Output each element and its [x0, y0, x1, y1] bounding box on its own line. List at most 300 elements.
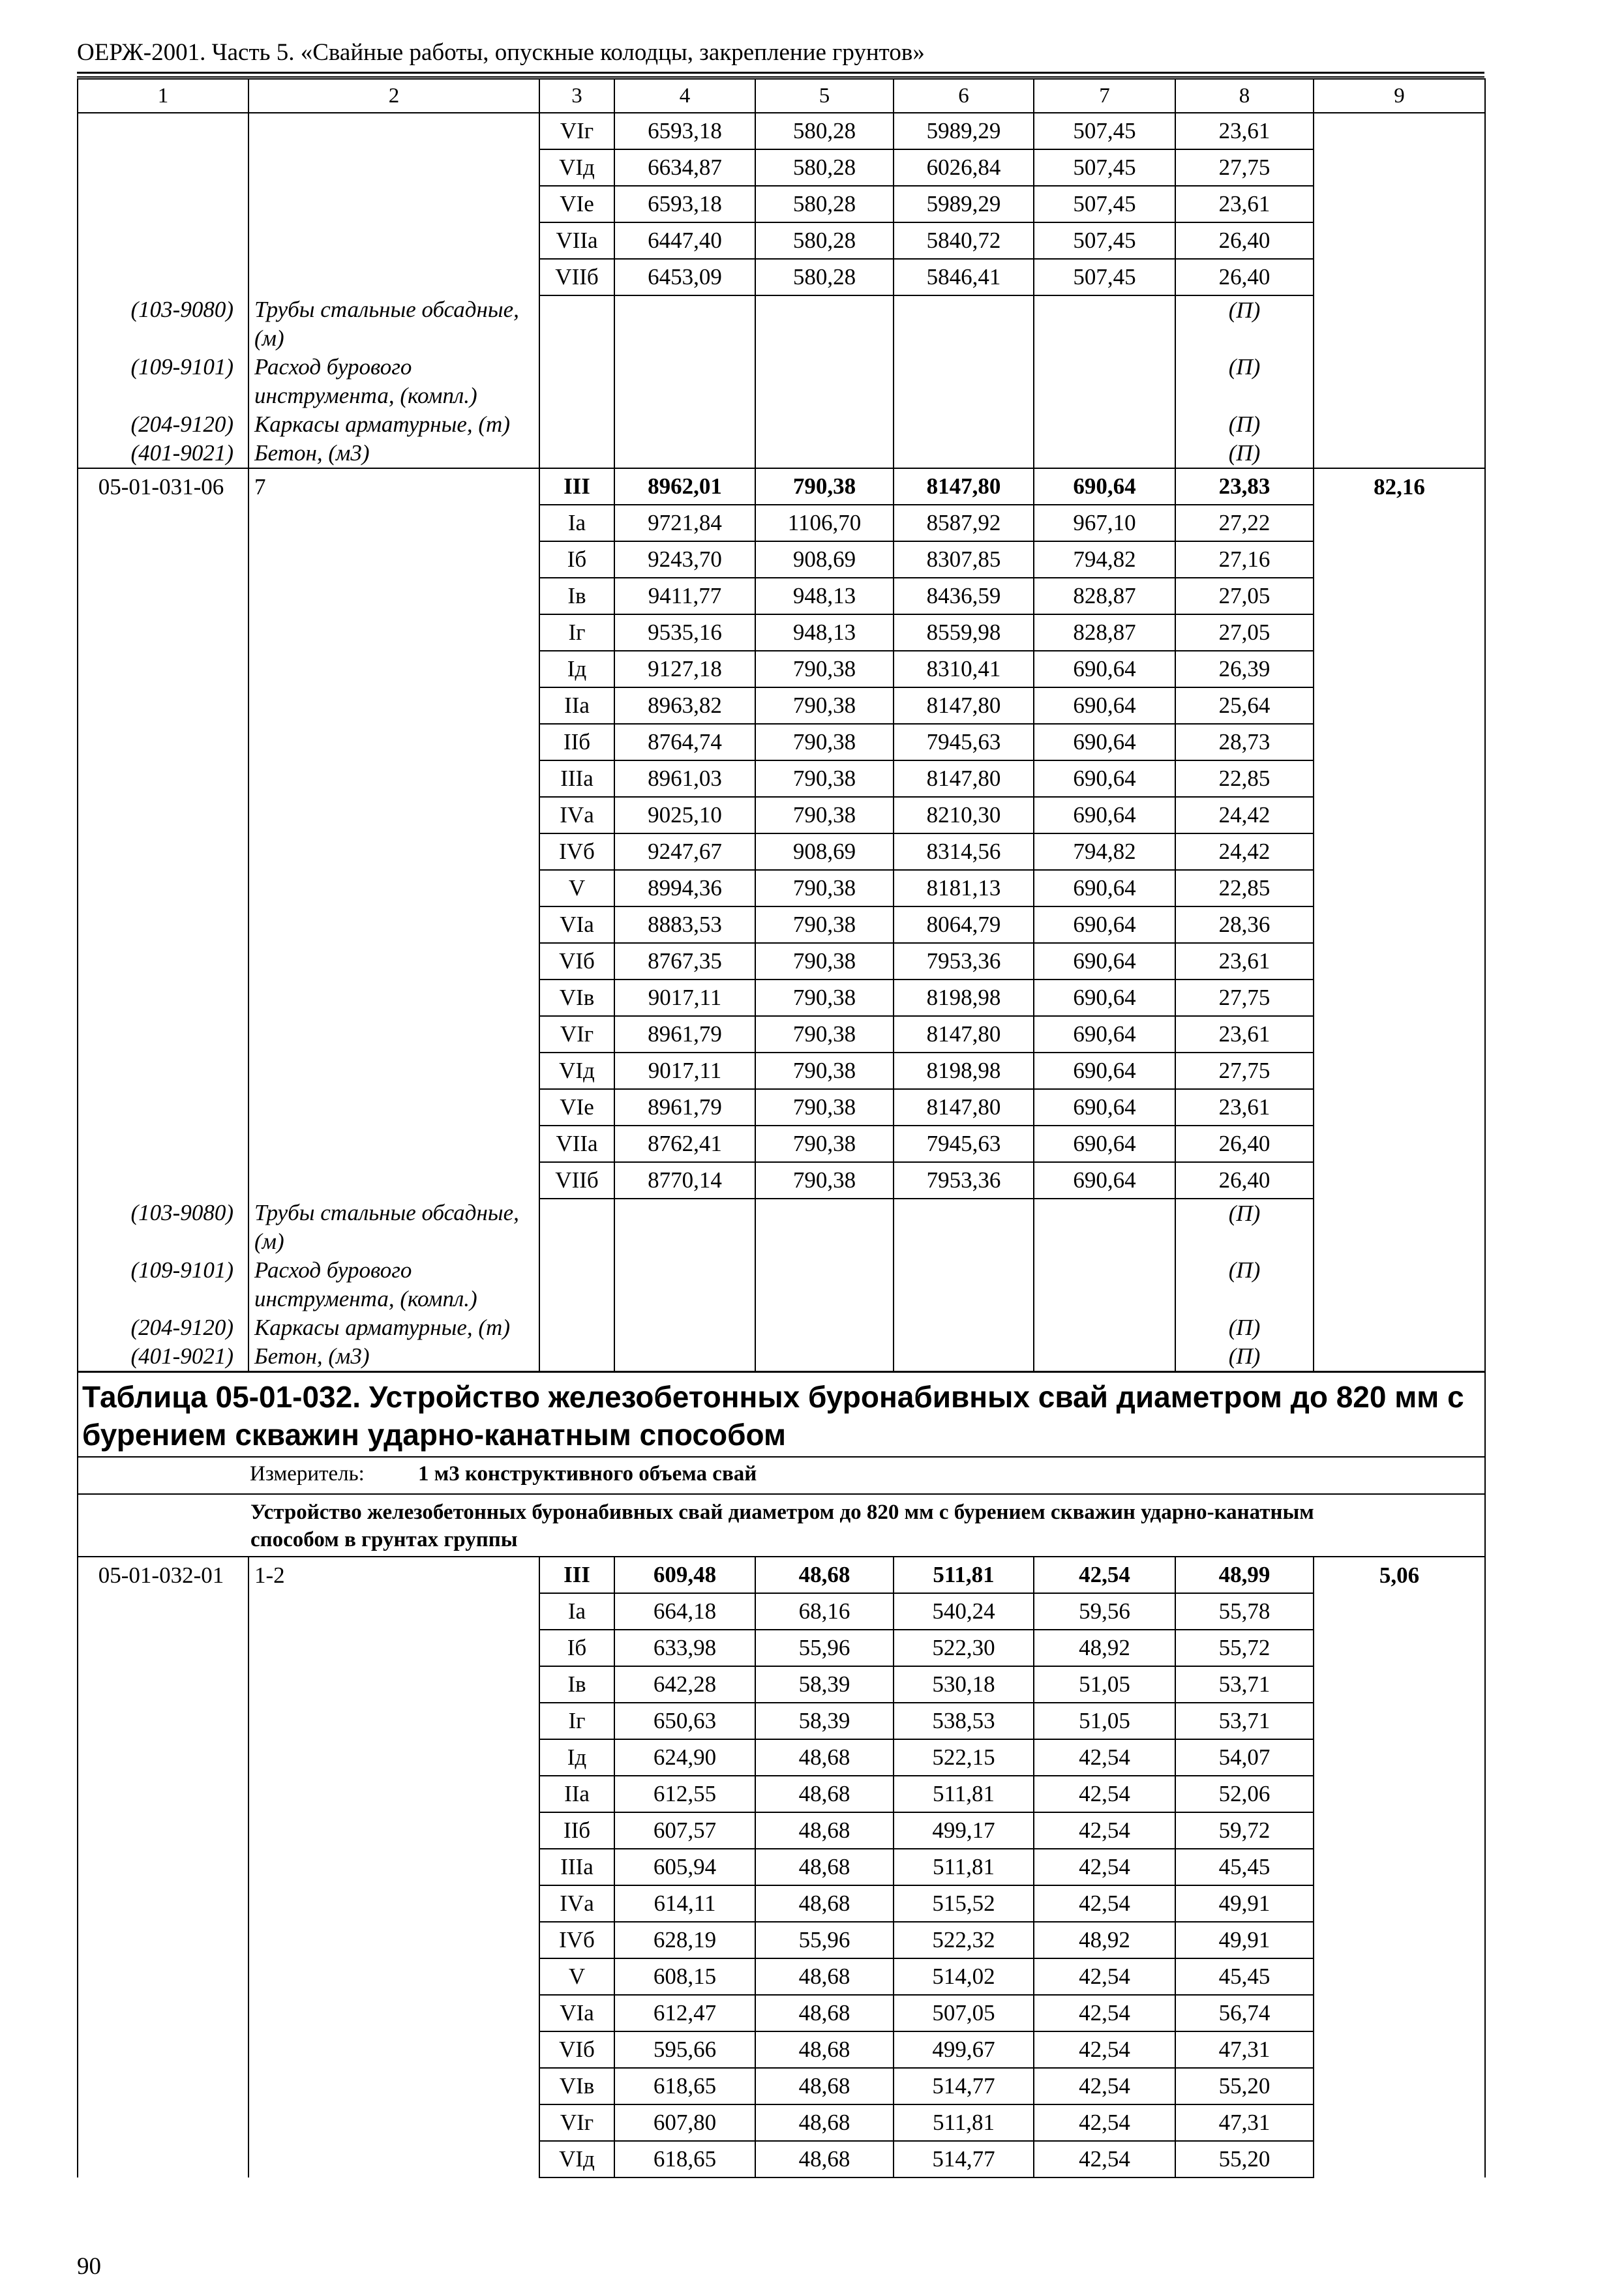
value-cell: 42,54	[1034, 2031, 1175, 2068]
total-cell	[1314, 614, 1485, 651]
rate-code	[78, 870, 248, 906]
rate-code	[78, 1666, 248, 1703]
table-row	[78, 1849, 1485, 1885]
empty-cell	[894, 1256, 1034, 1313]
empty-cell	[614, 410, 755, 439]
value-cell: 790,38	[755, 1126, 894, 1162]
empty-cell	[894, 410, 1034, 439]
soil-group	[248, 833, 539, 870]
rate-code	[78, 2141, 248, 2177]
empty-cell	[1314, 1313, 1485, 1342]
value-cell: 948,13	[755, 614, 894, 651]
value-cell: 948,13	[755, 578, 894, 614]
soil-group	[248, 724, 539, 760]
empty-cell	[1314, 439, 1485, 468]
table-row	[78, 1922, 1485, 1958]
value-cell: 605,94	[614, 1849, 755, 1885]
value-cell: 25,64	[1175, 687, 1314, 724]
total-cell	[1314, 1812, 1485, 1849]
value-cell: 58,39	[755, 1703, 894, 1739]
value-cell: 26,40	[1175, 1162, 1314, 1199]
value-cell: 53,71	[1175, 1703, 1314, 1739]
table-row	[78, 2068, 1485, 2104]
rates-table-wrapper	[77, 78, 1484, 2178]
value-cell: 530,18	[894, 1666, 1034, 1703]
total-cell	[1314, 943, 1485, 980]
total-cell	[1314, 1593, 1485, 1630]
value-cell: 967,10	[1034, 505, 1175, 541]
region-index: VIа	[539, 1995, 614, 2031]
table-row	[78, 1557, 1485, 1593]
value-cell: 690,64	[1034, 651, 1175, 687]
value-cell: 23,61	[1175, 1089, 1314, 1126]
empty-cell	[1314, 353, 1485, 410]
value-cell: 790,38	[755, 651, 894, 687]
rate-code	[78, 614, 248, 651]
rate-code	[78, 259, 248, 295]
region-index: Iа	[539, 1593, 614, 1630]
value-cell: 55,20	[1175, 2141, 1314, 2177]
soil-group	[248, 1739, 539, 1776]
value-cell: 6593,18	[614, 186, 755, 222]
value-cell: 690,64	[1034, 1016, 1175, 1053]
value-cell: 42,54	[1034, 1995, 1175, 2031]
soil-group: 1-2	[248, 1557, 539, 1593]
region-index: Iб	[539, 1630, 614, 1666]
resource-name: Бетон, (м3)	[248, 1342, 539, 1372]
rate-code	[78, 1995, 248, 2031]
soil-group	[248, 980, 539, 1016]
resource-mark: (П)	[1175, 1256, 1314, 1313]
value-cell: 28,73	[1175, 724, 1314, 760]
soil-group	[248, 1849, 539, 1885]
table-row	[78, 1630, 1485, 1666]
empty-cell	[614, 1256, 755, 1313]
value-cell: 507,45	[1034, 259, 1175, 295]
total-cell	[1314, 1739, 1485, 1776]
value-cell: 8962,01	[614, 468, 755, 505]
resource-mark: (П)	[1175, 1313, 1314, 1342]
rate-code	[78, 149, 248, 186]
value-cell: 42,54	[1034, 1849, 1175, 1885]
column-number: 7	[1034, 79, 1175, 113]
table-row	[78, 1016, 1485, 1053]
value-cell: 790,38	[755, 943, 894, 980]
value-cell: 8147,80	[894, 1016, 1034, 1053]
value-cell: 8961,79	[614, 1089, 755, 1126]
resource-mark: (П)	[1175, 410, 1314, 439]
resource-code: (109-9101)	[78, 353, 248, 410]
soil-group	[248, 1089, 539, 1126]
total-cell	[1314, 2104, 1485, 2141]
total-cell	[1314, 870, 1485, 906]
value-cell: 511,81	[894, 2104, 1034, 2141]
soil-group	[248, 687, 539, 724]
empty-cell	[755, 295, 894, 353]
value-cell: 56,74	[1175, 1995, 1314, 2031]
value-cell: 48,68	[755, 1776, 894, 1812]
soil-group	[248, 541, 539, 578]
value-cell: 8147,80	[894, 760, 1034, 797]
soil-group	[248, 760, 539, 797]
table-row	[78, 2031, 1485, 2068]
value-cell: 7953,36	[894, 1162, 1034, 1199]
value-cell: 624,90	[614, 1739, 755, 1776]
value-cell: 48,68	[755, 2031, 894, 2068]
empty-cell	[614, 1313, 755, 1342]
value-cell: 790,38	[755, 980, 894, 1016]
value-cell: 690,64	[1034, 1089, 1175, 1126]
value-cell: 9243,70	[614, 541, 755, 578]
region-index: Iг	[539, 1703, 614, 1739]
total-cell	[1314, 541, 1485, 578]
region-index: VIб	[539, 943, 614, 980]
value-cell: 48,68	[755, 1849, 894, 1885]
value-cell: 47,31	[1175, 2031, 1314, 2068]
table-row	[78, 651, 1485, 687]
total-cell	[1314, 833, 1485, 870]
total-cell	[1314, 1126, 1485, 1162]
empty-cell	[539, 1256, 614, 1313]
region-index: VIг	[539, 2104, 614, 2141]
value-cell: 9017,11	[614, 980, 755, 1016]
value-cell: 48,68	[755, 2141, 894, 2177]
empty-cell	[1034, 1342, 1175, 1372]
subheading-row	[78, 1494, 1485, 1557]
value-cell: 48,68	[755, 2068, 894, 2104]
region-index: Iд	[539, 1739, 614, 1776]
column-number: 1	[78, 79, 248, 113]
empty-cell	[1314, 410, 1485, 439]
value-cell: 580,28	[755, 113, 894, 149]
value-cell: 511,81	[894, 1776, 1034, 1812]
value-cell: 24,42	[1175, 797, 1314, 833]
value-cell: 790,38	[755, 760, 894, 797]
empty-cell	[539, 410, 614, 439]
value-cell: 42,54	[1034, 1776, 1175, 1812]
value-cell: 9017,11	[614, 1053, 755, 1089]
total-cell	[1314, 1666, 1485, 1703]
resource-mark: (П)	[1175, 295, 1314, 353]
value-cell: 23,83	[1175, 468, 1314, 505]
value-cell: 24,42	[1175, 833, 1314, 870]
value-cell: 595,66	[614, 2031, 755, 2068]
rate-code	[78, 1885, 248, 1922]
value-cell: 48,68	[755, 1739, 894, 1776]
soil-group	[248, 2141, 539, 2177]
page-number: 90	[77, 2253, 101, 2280]
resource-code: (204-9120)	[78, 410, 248, 439]
table-row	[78, 2104, 1485, 2141]
soil-group	[248, 651, 539, 687]
soil-group	[248, 1922, 539, 1958]
region-index: Iб	[539, 541, 614, 578]
value-cell: 27,75	[1175, 980, 1314, 1016]
value-cell: 690,64	[1034, 870, 1175, 906]
region-index: Iд	[539, 651, 614, 687]
soil-group	[248, 1776, 539, 1812]
value-cell: 7945,63	[894, 724, 1034, 760]
empty-cell	[1034, 353, 1175, 410]
value-cell: 6026,84	[894, 149, 1034, 186]
table-row	[78, 870, 1485, 906]
value-cell: 499,67	[894, 2031, 1034, 2068]
value-cell: 48,68	[755, 1995, 894, 2031]
rate-code	[78, 2031, 248, 2068]
region-index: Iг	[539, 614, 614, 651]
value-cell: 538,53	[894, 1703, 1034, 1739]
resource-name: Трубы стальные обсадные, (м)	[248, 1199, 539, 1256]
value-cell: 48,92	[1034, 1630, 1175, 1666]
value-cell: 580,28	[755, 186, 894, 222]
value-cell: 642,28	[614, 1666, 755, 1703]
resource-row	[78, 1199, 1485, 1256]
column-number: 9	[1314, 79, 1485, 113]
value-cell: 8883,53	[614, 906, 755, 943]
value-cell: 612,55	[614, 1776, 755, 1812]
table-title: Таблица 05-01-032. Устройство железобетонных буронабивных свай диаметром до 820 мм с бурением скважин ударно-канатным способом	[78, 1372, 1485, 1458]
value-cell: 790,38	[755, 468, 894, 505]
value-cell: 608,15	[614, 1958, 755, 1995]
resource-mark: (П)	[1175, 353, 1314, 410]
rate-code	[78, 760, 248, 797]
value-cell: 522,30	[894, 1630, 1034, 1666]
value-cell: 26,40	[1175, 222, 1314, 259]
page-header: ОЕРЖ-2001. Часть 5. «Свайные работы, опускные колодцы, закрепление грунтов»	[77, 39, 925, 66]
soil-group	[248, 614, 539, 651]
total-cell	[1314, 1776, 1485, 1812]
value-cell: 27,75	[1175, 1053, 1314, 1089]
value-cell: 790,38	[755, 797, 894, 833]
value-cell: 49,91	[1175, 1885, 1314, 1922]
value-cell: 514,77	[894, 2141, 1034, 2177]
value-cell: 54,07	[1175, 1739, 1314, 1776]
column-number: 5	[755, 79, 894, 113]
region-index: VIе	[539, 186, 614, 222]
rate-code	[78, 724, 248, 760]
total-cell	[1314, 760, 1485, 797]
soil-group	[248, 797, 539, 833]
rate-code	[78, 980, 248, 1016]
value-cell: 9411,77	[614, 578, 755, 614]
value-cell: 8961,79	[614, 1016, 755, 1053]
column-number: 2	[248, 79, 539, 113]
header-rule-thin	[77, 76, 1484, 78]
soil-group	[248, 1126, 539, 1162]
resource-row	[78, 353, 1485, 410]
meter-row	[78, 1457, 1485, 1494]
empty-cell	[894, 1313, 1034, 1342]
region-index: IVа	[539, 1885, 614, 1922]
value-cell: 8210,30	[894, 797, 1034, 833]
soil-group	[248, 2068, 539, 2104]
value-cell: 511,81	[894, 1557, 1034, 1593]
value-cell: 5840,72	[894, 222, 1034, 259]
total-cell	[1314, 1089, 1485, 1126]
empty-cell	[1314, 295, 1485, 353]
value-cell: 828,87	[1034, 614, 1175, 651]
table-title-row	[78, 1372, 1485, 1458]
resource-mark: (П)	[1175, 1342, 1314, 1372]
value-cell: 42,54	[1034, 2104, 1175, 2141]
total-cell	[1314, 1630, 1485, 1666]
total-cell	[1314, 1995, 1485, 2031]
soil-group	[248, 1162, 539, 1199]
region-index: IIIа	[539, 1849, 614, 1885]
empty-cell	[614, 1342, 755, 1372]
value-cell: 633,98	[614, 1630, 755, 1666]
value-cell: 8181,13	[894, 870, 1034, 906]
total-cell	[1314, 2141, 1485, 2177]
value-cell: 45,45	[1175, 1849, 1314, 1885]
region-index: VIд	[539, 149, 614, 186]
total-cell	[1314, 1885, 1485, 1922]
value-cell: 507,05	[894, 1995, 1034, 2031]
soil-group	[248, 943, 539, 980]
region-index: VIв	[539, 2068, 614, 2104]
value-cell: 52,06	[1175, 1776, 1314, 1812]
value-cell: 8307,85	[894, 541, 1034, 578]
total-cell	[1314, 113, 1485, 149]
value-cell: 51,05	[1034, 1666, 1175, 1703]
empty-cell	[1314, 1199, 1485, 1256]
table-row	[78, 687, 1485, 724]
value-cell: 580,28	[755, 259, 894, 295]
total-cell	[1314, 222, 1485, 259]
table-row	[78, 468, 1485, 505]
empty-cell	[1314, 1256, 1485, 1313]
value-cell: 5846,41	[894, 259, 1034, 295]
value-cell: 48,68	[755, 1885, 894, 1922]
value-cell: 42,54	[1034, 1557, 1175, 1593]
region-index: VIг	[539, 1016, 614, 1053]
value-cell: 790,38	[755, 687, 894, 724]
empty-cell	[755, 1199, 894, 1256]
rate-code: 05-01-032-01	[78, 1557, 248, 1593]
empty-cell	[614, 1199, 755, 1256]
total-cell	[1314, 687, 1485, 724]
region-index: IIб	[539, 1812, 614, 1849]
table-row	[78, 943, 1485, 980]
value-cell: 522,32	[894, 1922, 1034, 1958]
value-cell: 23,61	[1175, 186, 1314, 222]
table-row	[78, 1739, 1485, 1776]
value-cell: 790,38	[755, 724, 894, 760]
resource-row	[78, 1313, 1485, 1342]
rate-code	[78, 1126, 248, 1162]
table-row	[78, 541, 1485, 578]
value-cell: 614,11	[614, 1885, 755, 1922]
value-cell: 42,54	[1034, 1885, 1175, 1922]
value-cell: 690,64	[1034, 760, 1175, 797]
empty-cell	[755, 1313, 894, 1342]
region-index: III	[539, 468, 614, 505]
rate-code	[78, 906, 248, 943]
table-row	[78, 1703, 1485, 1739]
soil-group	[248, 1885, 539, 1922]
soil-group	[248, 2031, 539, 2068]
region-index: IIб	[539, 724, 614, 760]
empty-cell	[894, 1342, 1034, 1372]
value-cell: 48,92	[1034, 1922, 1175, 1958]
empty-cell	[755, 410, 894, 439]
value-cell: 507,45	[1034, 149, 1175, 186]
table-row	[78, 2141, 1485, 2177]
value-cell: 650,63	[614, 1703, 755, 1739]
value-cell: 9025,10	[614, 797, 755, 833]
empty-cell	[755, 353, 894, 410]
table-row	[78, 1053, 1485, 1089]
soil-group	[248, 1593, 539, 1630]
resource-name: Каркасы арматурные, (т)	[248, 1313, 539, 1342]
resource-code: (401-9021)	[78, 1342, 248, 1372]
value-cell: 23,61	[1175, 113, 1314, 149]
soil-group	[248, 113, 539, 149]
value-cell: 6634,87	[614, 149, 755, 186]
value-cell: 42,54	[1034, 2068, 1175, 2104]
value-cell: 507,45	[1034, 113, 1175, 149]
resource-row	[78, 439, 1485, 468]
table-row	[78, 1666, 1485, 1703]
table-row	[78, 1776, 1485, 1812]
value-cell: 55,20	[1175, 2068, 1314, 2104]
total-cell	[1314, 1016, 1485, 1053]
rate-code	[78, 2068, 248, 2104]
soil-group	[248, 870, 539, 906]
region-index: VIIа	[539, 222, 614, 259]
column-number: 8	[1175, 79, 1314, 113]
empty-cell	[894, 1199, 1034, 1256]
total-cell	[1314, 505, 1485, 541]
resource-mark: (П)	[1175, 439, 1314, 468]
empty-cell	[614, 353, 755, 410]
value-cell: 6593,18	[614, 113, 755, 149]
table-row	[78, 797, 1485, 833]
resource-row	[78, 1342, 1485, 1372]
resource-name: Каркасы арматурные, (т)	[248, 410, 539, 439]
value-cell: 28,36	[1175, 906, 1314, 943]
soil-group	[248, 1666, 539, 1703]
value-cell: 55,78	[1175, 1593, 1314, 1630]
total-cell	[1314, 797, 1485, 833]
table-row	[78, 1958, 1485, 1995]
soil-group	[248, 505, 539, 541]
soil-group	[248, 2104, 539, 2141]
soil-group	[248, 1053, 539, 1089]
value-cell: 8198,98	[894, 980, 1034, 1016]
total-cell	[1314, 1849, 1485, 1885]
value-cell: 690,64	[1034, 1053, 1175, 1089]
resource-name: Расход бурового инструмента, (компл.)	[248, 1256, 539, 1313]
value-cell: 8198,98	[894, 1053, 1034, 1089]
value-cell: 790,38	[755, 1162, 894, 1199]
value-cell: 53,71	[1175, 1666, 1314, 1703]
total-cell	[1314, 651, 1485, 687]
value-cell: 507,45	[1034, 186, 1175, 222]
value-cell: 8963,82	[614, 687, 755, 724]
table-row	[78, 186, 1485, 222]
value-cell: 540,24	[894, 1593, 1034, 1630]
value-cell: 5989,29	[894, 113, 1034, 149]
total-cell	[1314, 980, 1485, 1016]
value-cell: 908,69	[755, 541, 894, 578]
empty-cell	[1314, 1342, 1485, 1372]
rate-code	[78, 943, 248, 980]
soil-group	[248, 222, 539, 259]
table-row	[78, 980, 1485, 1016]
value-cell: 8064,79	[894, 906, 1034, 943]
value-cell: 42,54	[1034, 1812, 1175, 1849]
